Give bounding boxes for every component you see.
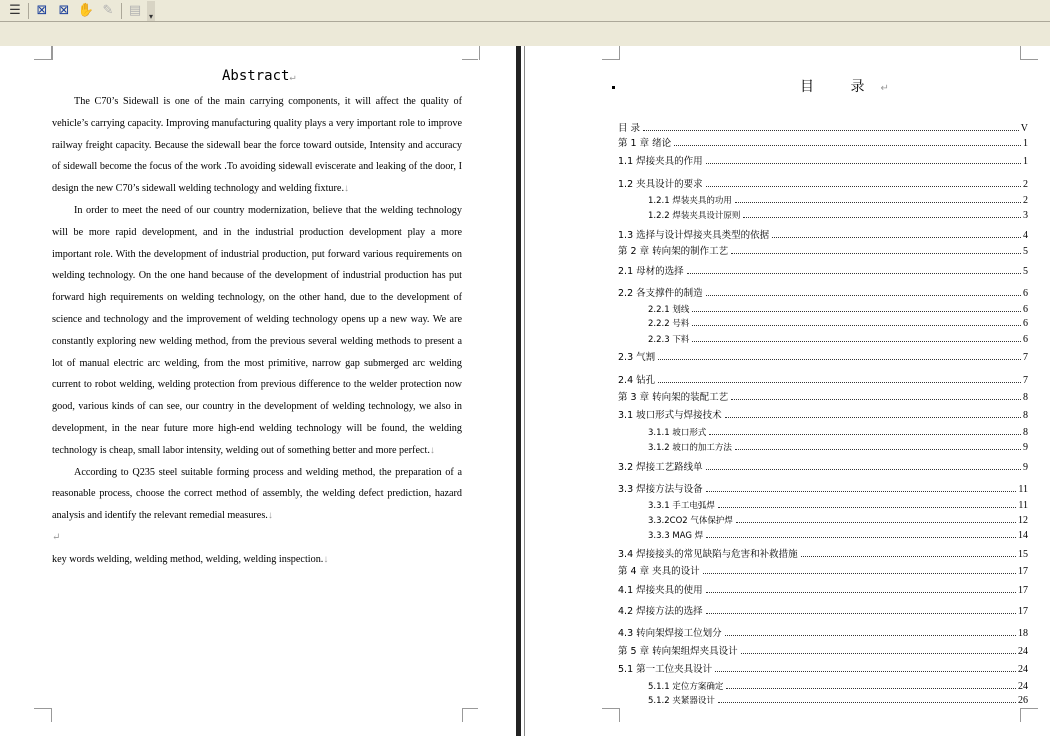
toc-entry-page: 14 (1018, 530, 1028, 541)
toc-entry-title: 3.2 焊接工艺路线单 (618, 462, 703, 473)
toc-dot-leader (692, 325, 1021, 326)
toc-entry-title: 2.2 各支撑件的制造 (618, 288, 703, 299)
toc-entry-title: 2.3 气割 (618, 352, 656, 363)
toc-entry[interactable] (618, 243, 1028, 255)
toc-entry[interactable] (618, 227, 1028, 239)
toc-entry-page: 1 (1023, 138, 1028, 149)
toc-entry-page: 7 (1023, 352, 1028, 363)
toc-entry-page: V (1020, 123, 1028, 134)
paragraph-bullet (612, 86, 615, 89)
page-corner-mark (1020, 708, 1038, 722)
toc-entry-page: 11 (1018, 484, 1028, 495)
page-corner-mark (34, 708, 52, 722)
toc-entry-title: 2.1 母材的选择 (618, 266, 684, 277)
toc-entry-title: 3.3.2CO2 气体保护焊 (648, 516, 733, 526)
abstract-body (52, 91, 462, 571)
toc-entry-page: 6 (1023, 288, 1028, 299)
toc-entry-page: 8 (1023, 410, 1028, 421)
toc-entry[interactable] (618, 661, 1028, 673)
toc-dot-leader (706, 295, 1021, 296)
toc-dot-leader (658, 382, 1021, 383)
toolbar-separator (121, 3, 122, 19)
toc-entry-title: 2.2.1 划线 (648, 305, 690, 315)
toc-entry-page: 6 (1023, 318, 1028, 329)
toc-entry[interactable] (618, 563, 1028, 575)
toolbar-separator (28, 3, 29, 19)
toc-entry[interactable] (618, 263, 1028, 275)
toc-entry-page: 24 (1018, 681, 1028, 692)
toc-entry[interactable] (618, 120, 1028, 132)
toc-entry-page: 18 (1018, 628, 1028, 639)
toc-entry-page: 1 (1023, 156, 1028, 167)
toc-entry[interactable] (618, 680, 1028, 692)
toc-entry-title: 第 3 章 转向架的装配工艺 (618, 392, 729, 403)
toc-dot-leader (736, 522, 1016, 523)
toc-entry-page: 5 (1023, 266, 1028, 277)
toc-dot-leader (692, 341, 1021, 342)
toc-entry[interactable] (618, 389, 1028, 401)
abstract-paragraph: The C70’s Sidewall is one of the main carrying components, it will affect the quality of vehicle’s carrying capacity. Improving manufacturing quality plays a very important role to improve railway freight capacity. Because the sidewall bear the force toward outside, Intensity and accuracy of sidewall become the focus of the work .To avoiding sidewall eviscerate and leaking of the door, I design the new C70’s sidewall welding technology and welding fixture.↓ (52, 96, 462, 195)
toc-entry-page: 17 (1018, 566, 1028, 577)
toc-dot-leader (741, 653, 1016, 654)
abstract-paragraph: In order to meet the need of our country modernization, believe that the welding technology will be more rapid development, and in the industrial production development play a more important role. With the development of industrial production, put forward various requirements on welding technology. On the one hand because of the development of industrial production has put forward high requirements on welding technology, on the other hand, due to the development of science and technology and the improvement of welding technology opens up a new way. We are constantly exploring new welding method, from the previous several welding methods to present a lot of manual electric arc welding, from the most primitive, narrow gap submerged arc welding current to robot welding, welding protection from previous difference to the welder protection now good, various kinds of can see, our country in the development of welding technology, we also in development, in the near future more high-end welding technology will be found, the welding technology is cheap, small labor intensity, welding out of something better and more perfect.↓ (52, 204, 462, 456)
toc-dot-leader (687, 273, 1021, 274)
toc-entry[interactable] (618, 153, 1028, 165)
toc-entry[interactable] (618, 546, 1028, 558)
toc-entry[interactable] (618, 426, 1028, 438)
toc-entry[interactable] (618, 481, 1028, 493)
toc-entry[interactable] (618, 582, 1028, 594)
toc-entry-title: 3.1.2 坡口的加工方法 (648, 443, 732, 453)
toc-entry-page: 17 (1018, 606, 1028, 617)
toc-entry-page: 6 (1023, 334, 1028, 345)
ruler-band (0, 22, 1050, 46)
toc-entry-title: 2.2.3 下料 (648, 335, 690, 345)
toc-dot-leader (706, 491, 1017, 492)
toolbar (0, 0, 1050, 22)
abstract-title: Abstract↵ (222, 68, 296, 84)
abstract-paragraph: According to Q235 steel suitable forming process and welding method, the preparation of a reasonable process, choose the correct method of assembly, the welding defect prediction, hazard analysis and identify the relevant remedial measures.↓ (52, 466, 462, 522)
toc-entry-page: 4 (1023, 230, 1028, 241)
toc-title: 目 录↵ (800, 79, 889, 95)
toc-entry-title: 第 4 章 夹具的设计 (618, 566, 700, 577)
toc-entry-page: 2 (1023, 195, 1028, 206)
toc-dot-leader (706, 186, 1021, 187)
toc-dot-leader (725, 635, 1016, 636)
toc-entry-page: 5 (1023, 246, 1028, 257)
toc-entry-page: 15 (1018, 549, 1028, 560)
toc-entry-page: 3 (1023, 210, 1028, 221)
page-corner-mark (34, 46, 52, 60)
toc-dot-leader (709, 434, 1021, 435)
toc-entry-title: 3.1 坡口形式与焊接技术 (618, 410, 722, 421)
toc-entry-title: 5.1 第一工位夹具设计 (618, 664, 713, 675)
toc-dot-leader (674, 145, 1021, 146)
toc-entry-page: 6 (1023, 304, 1028, 315)
toc-entry-page: 24 (1018, 646, 1028, 657)
toolbar-dropdown-icon[interactable]: ▾ (147, 1, 155, 21)
hand-icon[interactable]: ✋ (77, 3, 95, 18)
toc-entry[interactable] (618, 529, 1028, 541)
page-corner-mark (602, 46, 620, 60)
toc-entry-title: 4.1 焊接夹具的使用 (618, 585, 703, 596)
toc-dot-leader (706, 592, 1016, 593)
toc-dot-leader (703, 573, 1016, 574)
paste-icon[interactable]: ▤ (128, 3, 142, 18)
toc-dot-leader (718, 702, 1016, 703)
empty-paragraph: ↵ (52, 531, 61, 543)
toc-entry-title: 4.3 转向架焊接工位划分 (618, 628, 722, 639)
toc-dot-leader (658, 359, 1021, 360)
toc-dot-leader (706, 469, 1021, 470)
toc-entry-page: 8 (1023, 392, 1028, 403)
toc-entry-title: 1.2.2 焊装夹具设计原则 (648, 211, 741, 221)
toc-entry-title: 2.4 钻孔 (618, 375, 656, 386)
toc-dot-leader (801, 556, 1016, 557)
toc-entry[interactable] (618, 603, 1028, 615)
toc-entry-title: 3.4 焊接接头的常见缺陷与危害和补救措施 (618, 549, 798, 560)
toc-entry-title: 第 1 章 绪论 (618, 138, 672, 149)
toc-entry[interactable] (618, 303, 1028, 315)
close-view-icon[interactable]: ⊠ (58, 3, 70, 18)
toc-entry-page: 11 (1018, 500, 1028, 511)
toc-entry[interactable] (618, 209, 1028, 221)
page-corner-mark (52, 46, 70, 60)
toc-entry-page: 2 (1023, 179, 1028, 190)
toc-entry[interactable] (618, 407, 1028, 419)
toc-entry-title: 第 5 章 转向架组焊夹具设计 (618, 646, 738, 657)
toc-entry-title: 1.3 选择与设计焊接夹具类型的依据 (618, 230, 770, 241)
toc-entry-page: 17 (1018, 585, 1028, 596)
toc-dot-leader (725, 417, 1021, 418)
toc-dot-leader (706, 163, 1021, 164)
toc-entry[interactable] (618, 625, 1028, 637)
toc-entry-title: 3.1.1 坡口形式 (648, 428, 707, 438)
page-corner-mark (462, 46, 478, 60)
toc-entry[interactable] (618, 459, 1028, 471)
toc-dot-leader (726, 688, 1016, 689)
toc-entry-title: 第 2 章 转向架的制作工艺 (618, 246, 729, 257)
toc-dot-leader (731, 253, 1021, 254)
toc-dot-leader (715, 671, 1016, 672)
toc-entry-title: 目 录 (618, 123, 641, 134)
toc-entry-title: 1.2.1 焊装夹具的功用 (648, 196, 732, 206)
menu-icon[interactable]: ☰ (9, 3, 21, 18)
toc-dot-leader (772, 237, 1021, 238)
toc-entry[interactable] (618, 643, 1028, 655)
abstract-page (0, 46, 512, 736)
toc-entry-page: 7 (1023, 375, 1028, 386)
toc-dot-leader (731, 399, 1021, 400)
toc-entry-page: 24 (1018, 664, 1028, 675)
toc-entry-page: 12 (1018, 515, 1028, 526)
pencil-icon[interactable]: ✎ (102, 3, 114, 18)
toc-dot-leader (743, 217, 1021, 218)
toc-entry[interactable] (618, 285, 1028, 297)
toc-entry-title: 3.3.1 手工电弧焊 (648, 501, 715, 511)
shrink-icon[interactable]: ⊠ (36, 3, 48, 18)
toc-entry[interactable] (618, 317, 1028, 329)
toc-entry-title: 1.1 焊接夹具的作用 (618, 156, 703, 167)
toc-dot-leader (706, 613, 1016, 614)
toc-entry[interactable] (618, 349, 1028, 361)
toc-entry[interactable] (618, 499, 1028, 511)
toc-entry-title: 3.3 焊接方法与设备 (618, 484, 703, 495)
page-corner-mark (462, 708, 478, 722)
toc-entry[interactable] (618, 194, 1028, 206)
toc-dot-leader (706, 537, 1016, 538)
toc-entry-page: 26 (1018, 695, 1028, 706)
toc-dot-leader (692, 311, 1021, 312)
toc-entry[interactable] (618, 176, 1028, 188)
toc-entry[interactable] (618, 333, 1028, 345)
toc-entry-title: 1.2 夹具设计的要求 (618, 179, 703, 190)
toc-entry[interactable] (618, 372, 1028, 384)
toc-entry-title: 3.3.3 MAG 焊 (648, 531, 704, 541)
toc-entry-title: 5.1.1 定位方案确定 (648, 682, 724, 692)
toc-entry-page: 9 (1023, 442, 1028, 453)
page-corner-mark (602, 708, 620, 722)
toc-dot-leader (643, 130, 1019, 131)
toc-entry[interactable] (618, 441, 1028, 453)
toc-entry-title: 2.2.2 号料 (648, 319, 690, 329)
toc-entry[interactable] (618, 514, 1028, 526)
toc-entry-page: 8 (1023, 427, 1028, 438)
toc-dot-leader (718, 507, 1017, 508)
toc-entry-page: 9 (1023, 462, 1028, 473)
toc-entry[interactable] (618, 135, 1028, 147)
toc-dot-leader (735, 202, 1021, 203)
page-corner-mark (1020, 46, 1038, 60)
toc-dot-leader (735, 449, 1021, 450)
toc-entry-title: 5.1.2 夹紧器设计 (648, 696, 715, 706)
toc-entry-title: 4.2 焊接方法的选择 (618, 606, 703, 617)
keywords-line: key words welding, welding method, welding, welding inspection.↓ (52, 553, 329, 565)
page-divider (512, 46, 528, 736)
toc-entry[interactable] (618, 694, 1028, 706)
